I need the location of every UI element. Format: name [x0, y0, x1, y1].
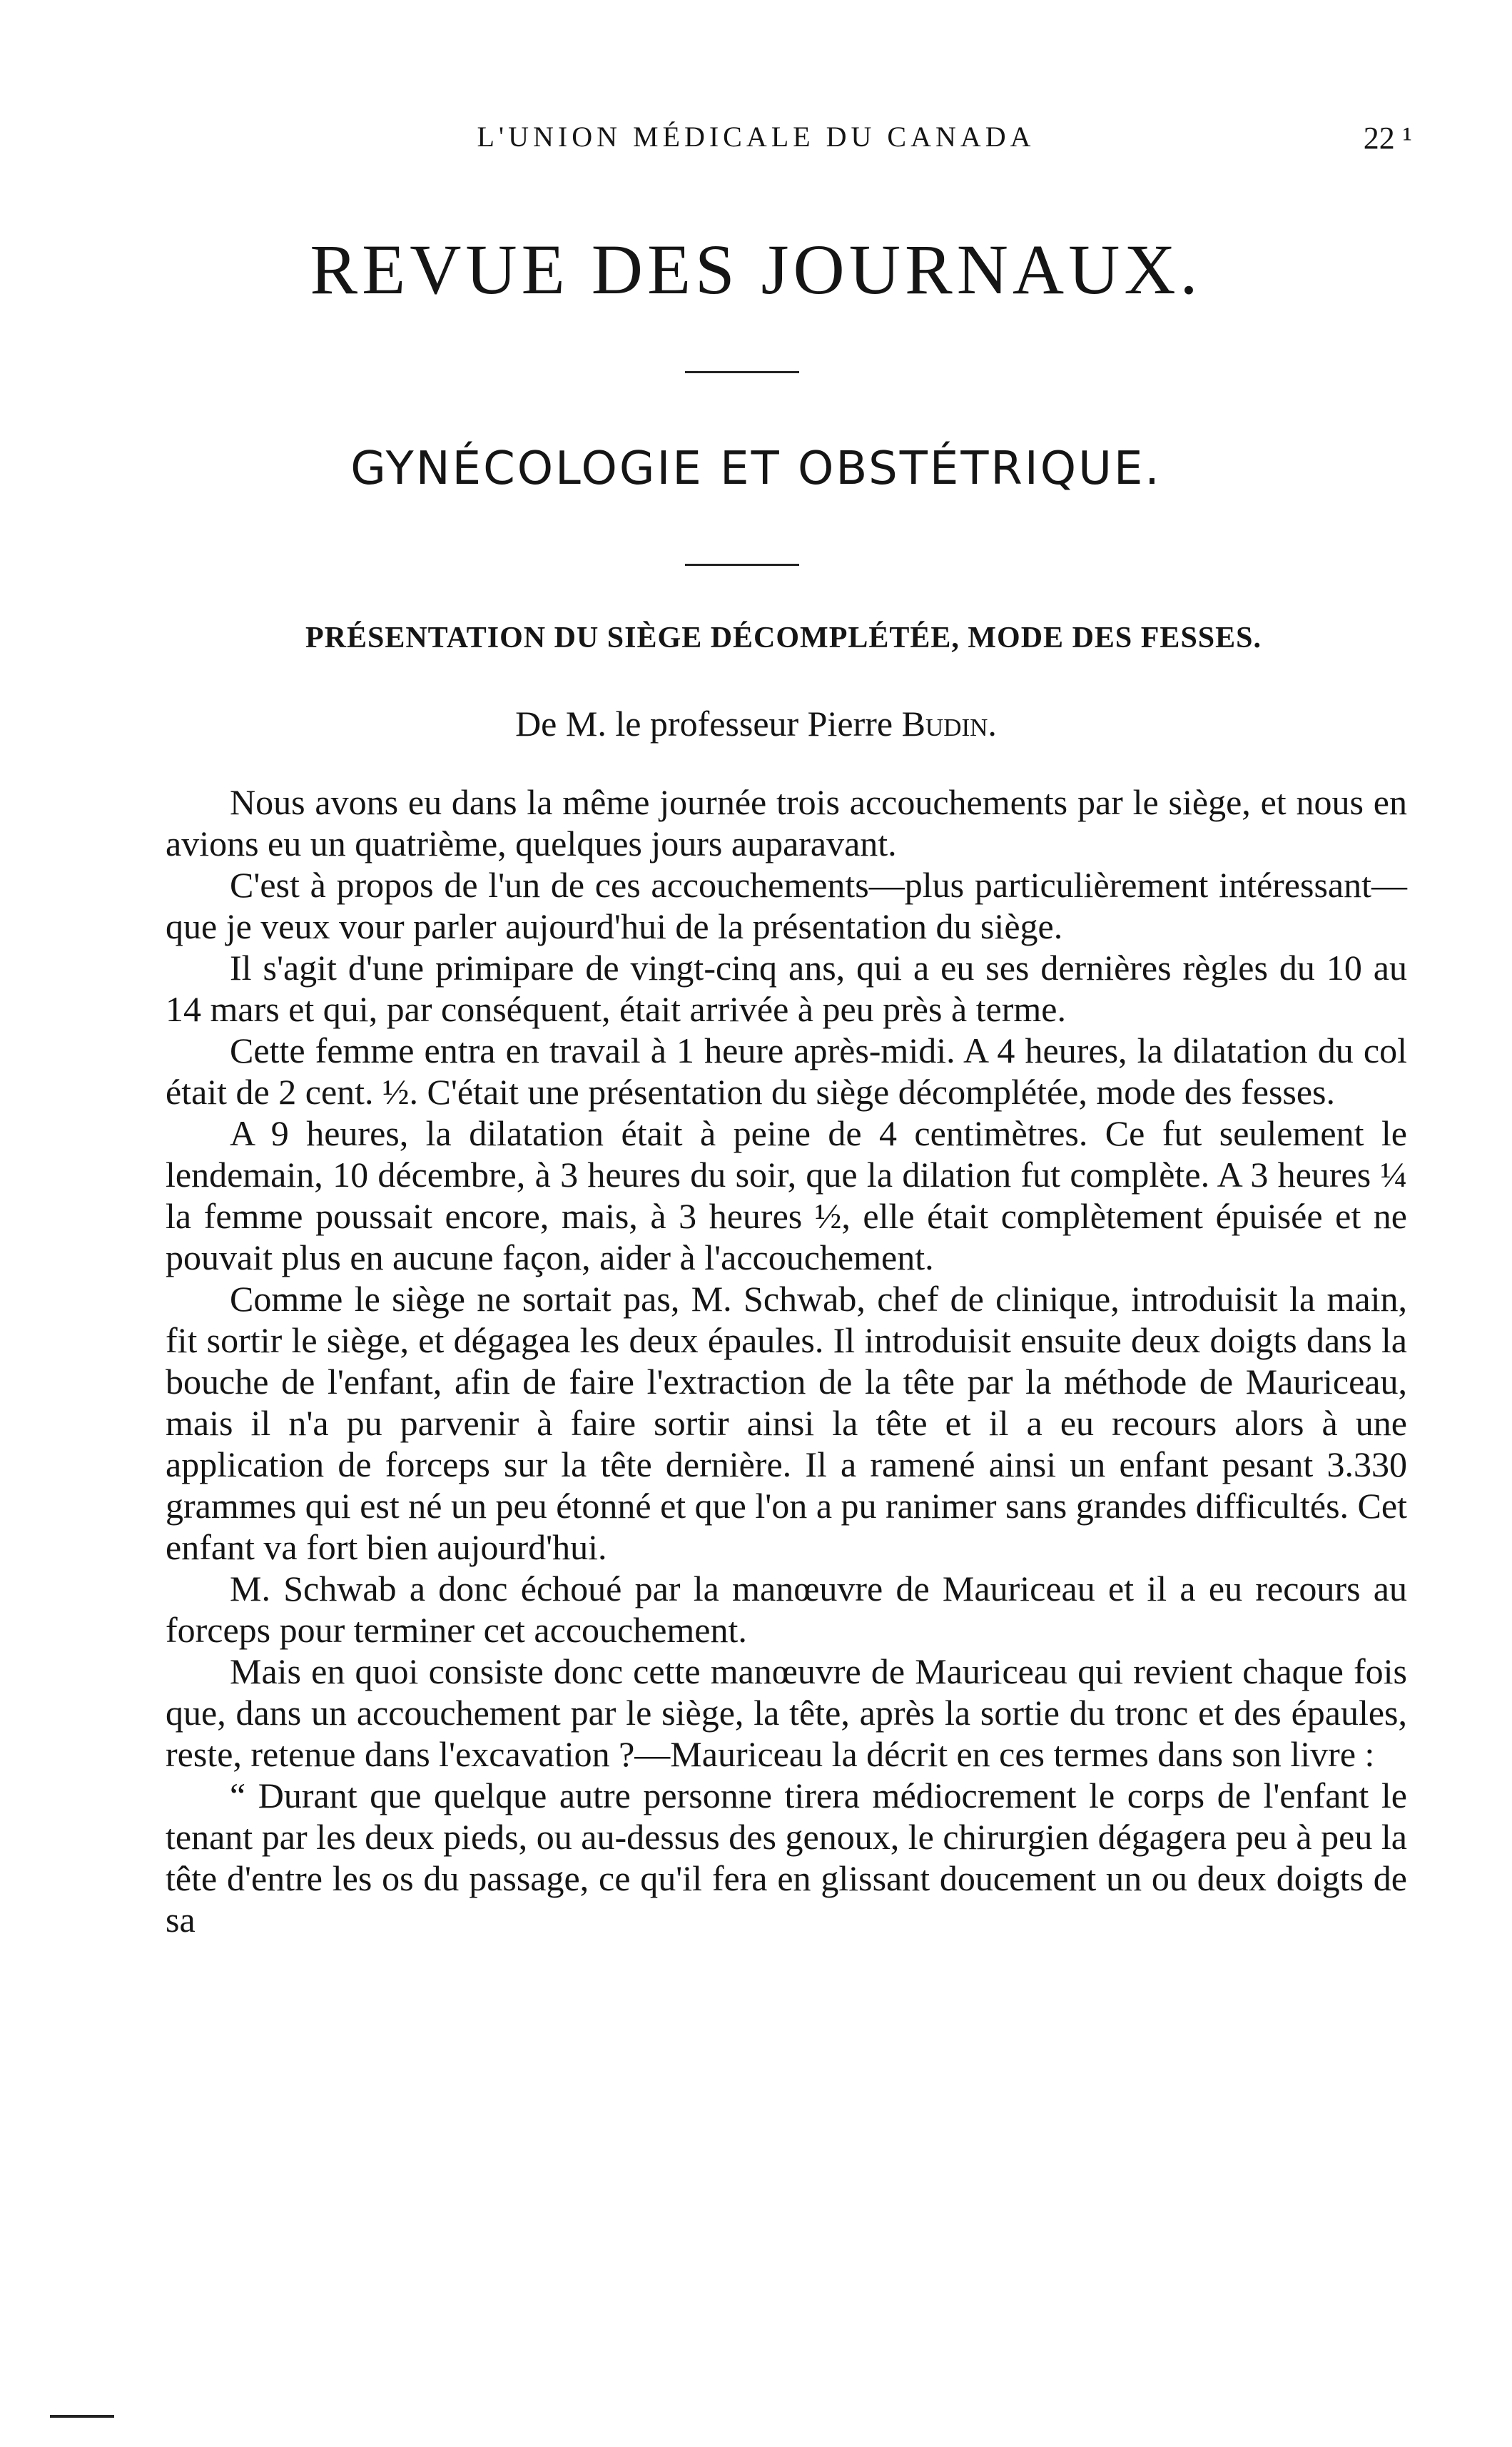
running-title: L'UNION MÉDICALE DU CANADA: [477, 121, 1035, 153]
byline-author: Budin.: [901, 704, 997, 744]
main-title: REVUE DES JOURNAUX.: [310, 230, 1202, 309]
paragraph: Il s'agit d'une primipare de vingt-cinq ans, qui a eu ses dernières règles du 10 au 14 mars et qui, par conséquent, était arrivée à peu près à terme.: [166, 948, 1407, 1029]
byline: [0, 703, 1512, 744]
running-header: [0, 120, 1512, 163]
article-title: PRÉSENTATION DU SIÈGE DÉCOMPLÉTÉE, MODE DES FESSES.: [305, 622, 1262, 654]
paragraph: Cette femme entra en travail à 1 heure après-midi. A 4 heures, la dilatation du col était de 2 cent. ½. C'était une présentation du siège décomplétée, mode des fesses.: [166, 1030, 1407, 1112]
paragraph: M. Schwab a donc échoué par la manœuvre de Mauriceau et il a eu recours au forceps pour terminer cet accouchement.: [166, 1569, 1407, 1650]
paragraph: Comme le siège ne sortait pas, M. Schwab, chef de clinique, introduisit la main, fit sortir le siège, et dégagea les deux épaules. Il introduisit ensuite deux doigts dans la bouche de l'enfant, afin de faire l'extraction de la tête par la méthode de Mauriceau, mais il n'a pu parvenir à faire sortir ainsi la tête et il a eu recours alors à une application de forceps sur la tête dernière. Il a ramené ainsi un enfant pesant 3.330 grammes qui est né un peu étonné et que l'on a pu ranimer sans grandes difficultés. Cet enfant va fort bien aujourd'hui.: [166, 1279, 1407, 1567]
separator-rule: [685, 371, 799, 373]
page-number: 22 ¹: [1363, 121, 1412, 156]
byline-prefix: De M. le professeur Pierre: [515, 704, 902, 744]
separator-rule: [685, 564, 799, 566]
paragraph: A 9 heures, la dilatation était à peine de 4 centimètres. Ce fut seulement le lendemain, 10 décembre, à 3 heures du soir, que la dilation fut complète. A 3 heures ¼ la femme poussait encore, mais, à 3 heures ½, elle était complètement épuisée et ne pouvait plus en aucune façon, aider à l'accouchement.: [166, 1113, 1407, 1277]
paragraph: “ Durant que quelque autre personne tirera médiocrement le corps de l'enfant le tenant par les deux pieds, ou au-dessus des genoux, le chirurgien dégagera peu à peu la tête d'entre les os du passage, ce qu'il fera en glissant doucement un ou deux doigts de sa: [166, 1775, 1407, 1940]
paragraph: Mais en quoi consiste donc cette manœuvre de Mauriceau qui revient chaque fois que, dans un accouchement par le siège, la tête, après la sortie du tronc et des épaules, reste, retenue dans l'excavation ?—Mauriceau la décrit en ces termes dans son livre :: [166, 1651, 1407, 1774]
section-title: GYNÉCOLOGIE ET OBSTÉTRIQUE.: [350, 442, 1162, 495]
margin-mark: [50, 2415, 114, 2418]
paragraph: C'est à propos de l'un de ces accouchements—plus particulièrement intéressant—que je veux vour parler aujourd'hui de la présentation du siège.: [166, 865, 1407, 946]
article-body: [166, 781, 1407, 1940]
paragraph: Nous avons eu dans la même journée trois accouchements par le siège, et nous en avions eu un quatrième, quelques jours auparavant.: [166, 782, 1407, 863]
